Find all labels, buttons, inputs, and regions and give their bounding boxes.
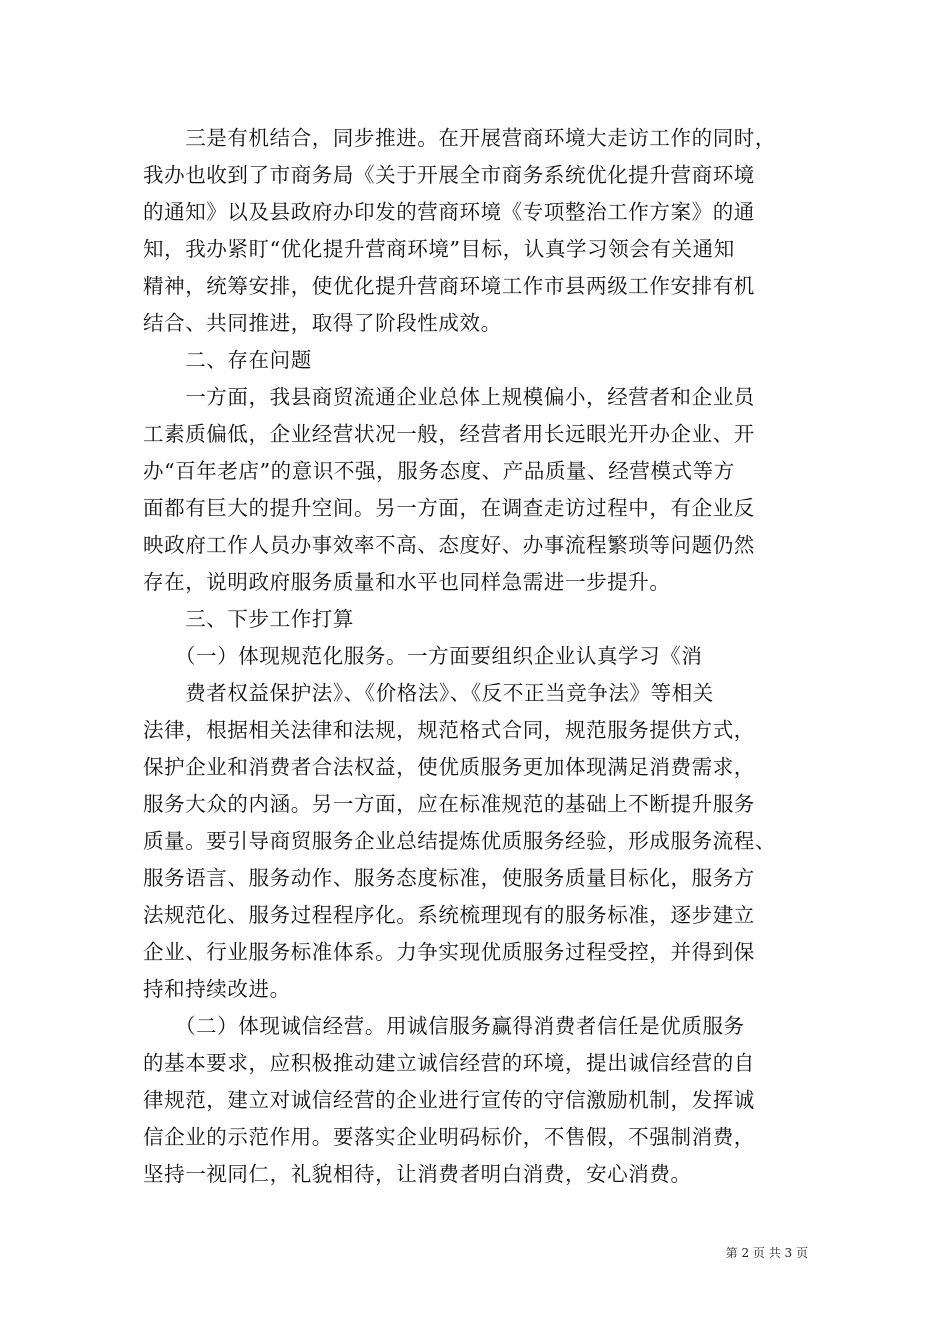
paragraph-line: 坚持一视同仁，礼貌相待，让消费者明白消费，安心消费。 [143, 1162, 692, 1186]
paragraph-line: 法律，根据相关法律和法规，规范格式合同，规范服务提供方式， [143, 718, 755, 742]
paragraph-line: 服务语言、服务动作、服务态度标准，使服务质量目标化，服务方 [143, 866, 755, 890]
paragraph-line: 的通知》以及县政府办印发的营商环境《专项整治工作方案》的通 [143, 200, 755, 224]
paragraph-line: 映政府工作人员办事效率不高、态度好、办事流程繁琐等问题仍然 [143, 533, 755, 557]
section-heading: 三、下步工作打算 [143, 607, 354, 631]
paragraph-line: 知，我办紧盯“优化提升营商环境”目标，认真学习领会有关通知 [143, 237, 735, 261]
paragraph-line: 我办也收到了市商务局《关于开展全市商务系统优化提升营商环境 [143, 163, 755, 187]
paragraph-line: 质量。要引导商贸服务企业总结提炼优质服务经验，形成服务流程、 [143, 829, 776, 853]
paragraph-line: 办“百年老店”的意识不强，服务态度、产品质量、经营模式等方 [143, 459, 735, 483]
paragraph-line: 存在，说明政府服务质量和水平也同样急需进一步提升。 [143, 570, 671, 594]
paragraph-line: 结合、共同推进，取得了阶段性成效。 [143, 311, 502, 335]
page-number-footer: 第 2 页 共 3 页 [725, 1246, 808, 1260]
paragraph-line: （一）体现规范化服务。一方面要组织企业认真学习《消 [143, 644, 703, 668]
paragraph-line: 法规范化、服务过程程序化。系统梳理现有的服务标准，逐步建立 [143, 903, 755, 927]
paragraph-line: 工素质偏低，企业经营状况一般，经营者用长远眼光开办企业、开 [143, 422, 755, 446]
paragraph-line: 信企业的示范作用。要落实企业明码标价，不售假，不强制消费， [143, 1125, 755, 1149]
paragraph-line: 持和持续改进。 [143, 977, 291, 1001]
paragraph-line: 面都有巨大的提升空间。另一方面，在调查走访过程中，有企业反 [143, 496, 755, 520]
section-heading: 二、存在问题 [143, 348, 312, 372]
paragraph-line: 保护企业和消费者合法权益，使优质服务更加体现满足消费需求， [143, 755, 755, 779]
paragraph-line: 律规范，建立对诚信经营的企业进行宣传的守信激励机制，发挥诚 [143, 1088, 755, 1112]
paragraph-line: 三是有机结合，同步推进。在开展营商环境大走访工作的同时， [143, 126, 776, 150]
paragraph-line: 一方面，我县商贸流通企业总体上规模偏小，经营者和企业员 [143, 385, 755, 409]
paragraph-line: 的基本要求，应积极推动建立诚信经营的环境，提出诚信经营的自 [143, 1051, 755, 1075]
paragraph-line: 服务大众的内涵。另一方面，应在标准规范的基础上不断提升服务 [143, 792, 755, 816]
paragraph-line: 精神，统筹安排，使优化提升营商环境工作市县两级工作安排有机 [143, 274, 755, 298]
paragraph-line: （二）体现诚信经营。用诚信服务赢得消费者信任是优质服务 [143, 1014, 745, 1038]
paragraph-line: 费者权益保护法》、《价格法》、《反不正当竞争法》等相关 [143, 681, 714, 705]
paragraph-line: 企业、行业服务标准体系。力争实现优质服务过程受控，并得到保 [143, 940, 755, 964]
